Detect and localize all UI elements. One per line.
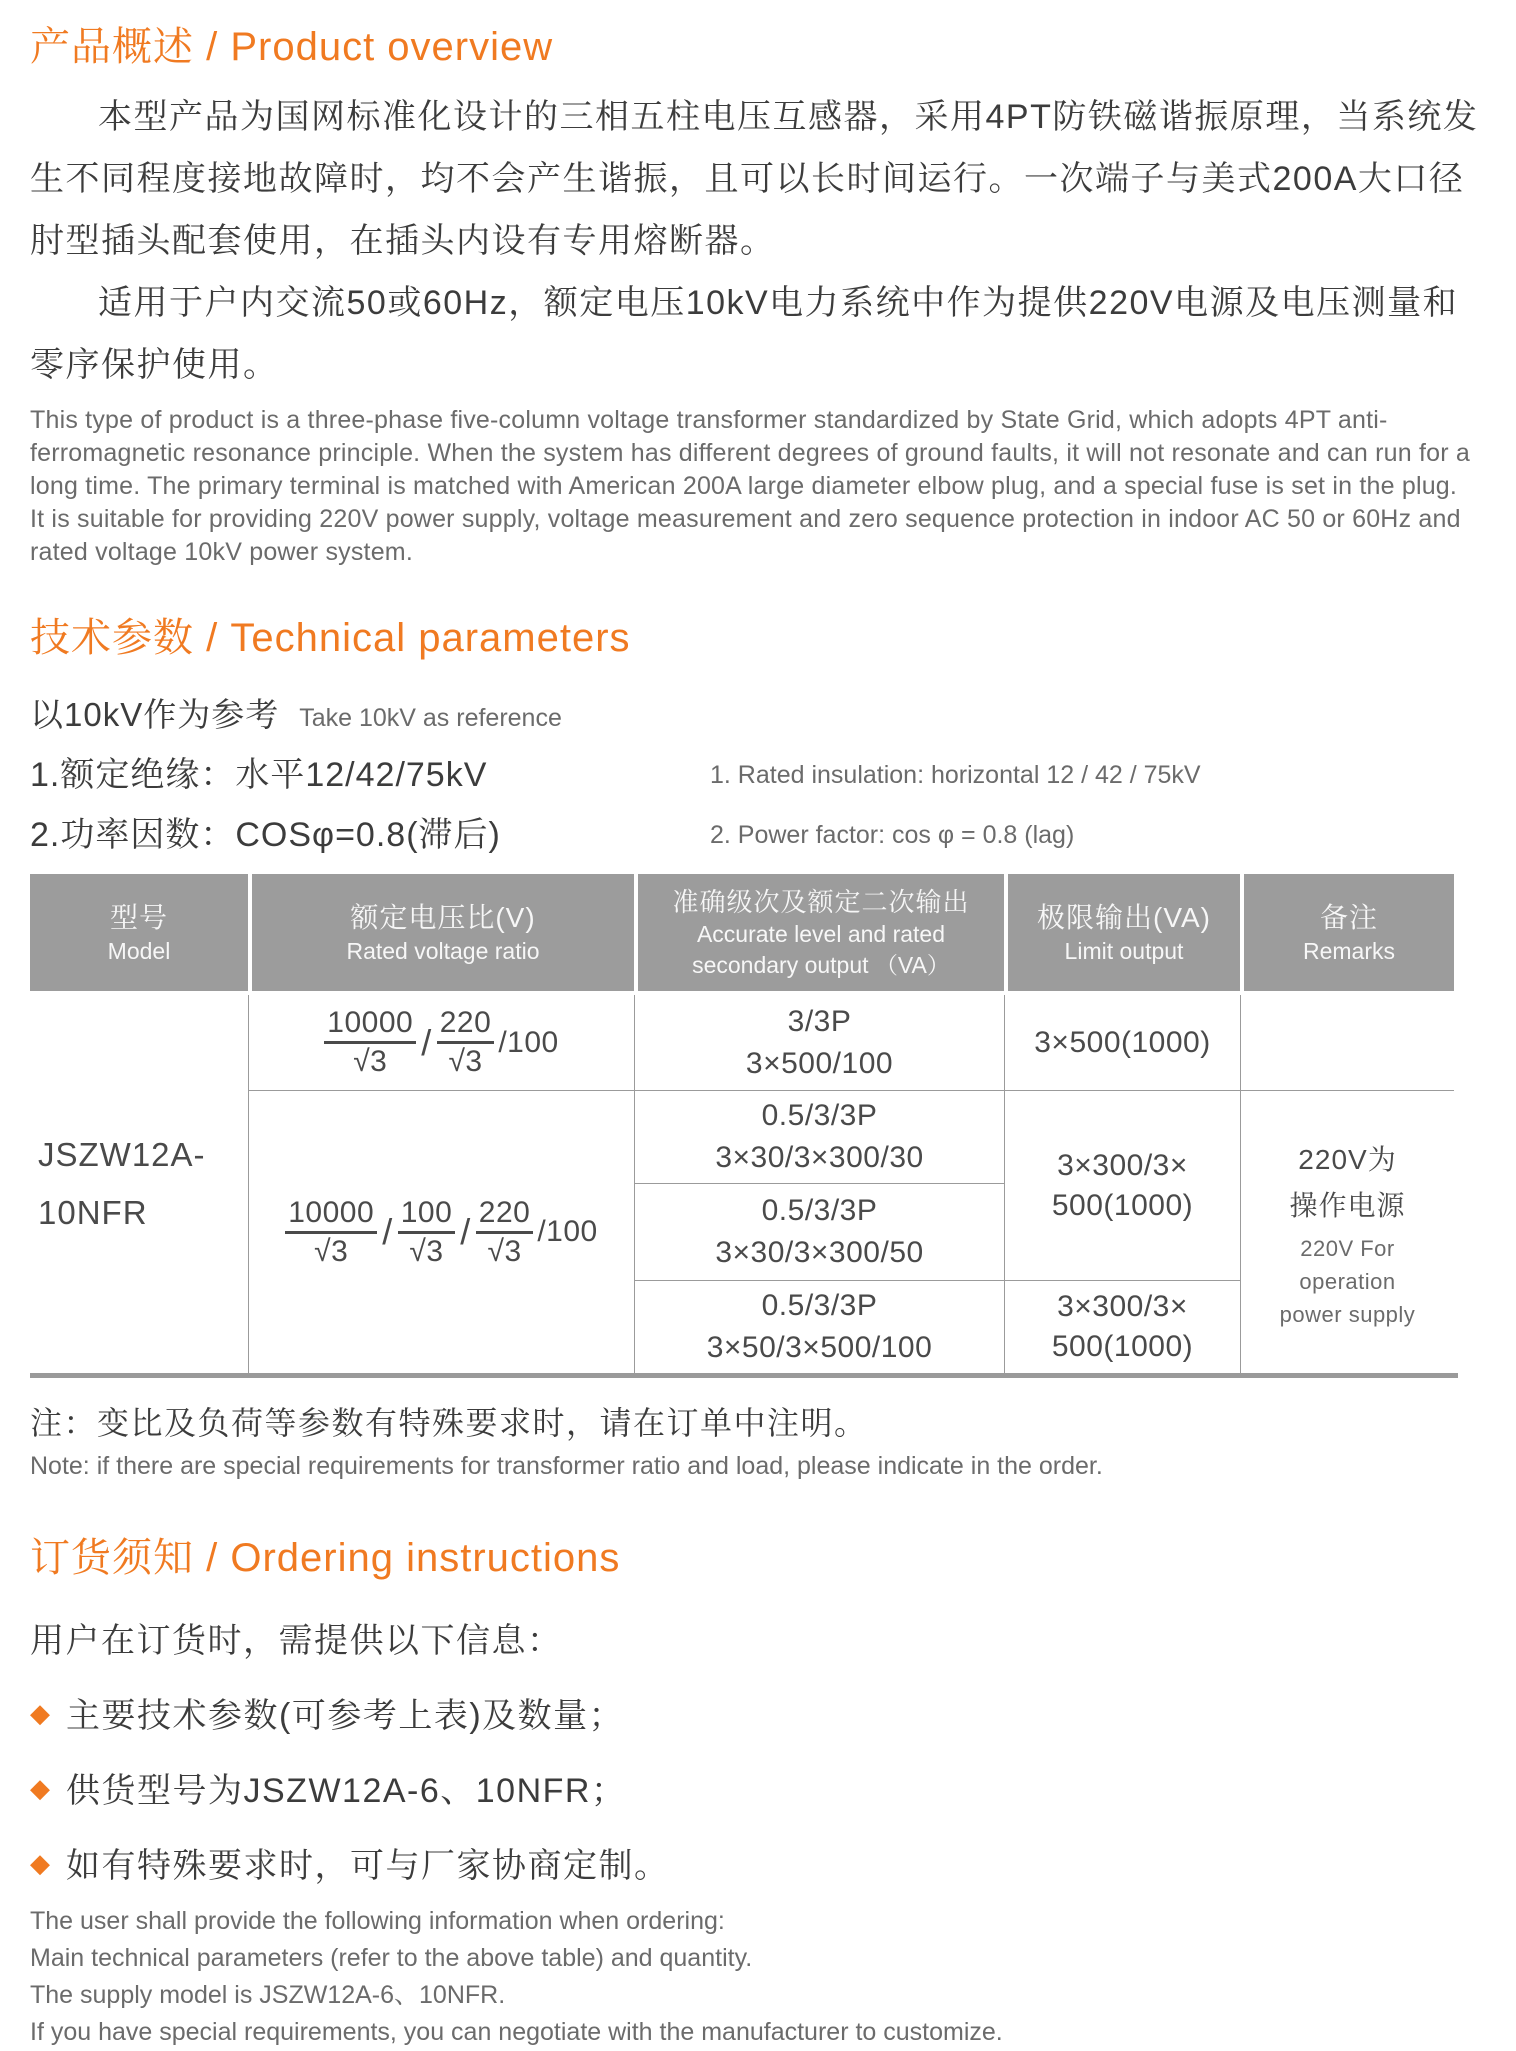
header-remarks-cn: 备注 bbox=[1319, 901, 1378, 933]
cell-limit-row4: 3×300/3× 500(1000) bbox=[1004, 1280, 1240, 1373]
ordering-bullet-3 bbox=[30, 1838, 1490, 1887]
ordering-en-line-1: The user shall provide the following information when ordering: bbox=[30, 1907, 725, 1935]
bullet-3-text: 如有特殊要求时，可与厂家协商定制。 bbox=[66, 1847, 670, 1885]
fraction: $\frac{220}{√3}$ bbox=[476, 1196, 534, 1269]
fraction: $\frac{220}{√3}$ bbox=[437, 1006, 495, 1079]
technical-subtitle bbox=[30, 689, 1490, 736]
overview-english-text bbox=[30, 404, 1490, 569]
fraction: $\frac{10000}{√3}$ bbox=[324, 1006, 416, 1079]
model-line-1: JSZW12A- bbox=[38, 1136, 206, 1173]
parameters-table bbox=[30, 874, 1458, 1378]
header-model bbox=[30, 874, 248, 991]
header-limit-en: Limit output bbox=[1064, 937, 1184, 964]
header-ratio-en: Rated voltage ratio bbox=[346, 937, 540, 964]
subtitle-en: Take 10kV as reference bbox=[299, 704, 562, 732]
ordering-english-text bbox=[30, 1903, 1490, 2051]
ordering-en-line-4: If you have special requirements, you can negotiate with the manufacturer to customize. bbox=[30, 2018, 1003, 2046]
table-header-row bbox=[30, 874, 1458, 991]
technical-heading: 技术参数 / Technical parameters bbox=[30, 616, 631, 660]
header-model-cn: 型号 bbox=[109, 901, 168, 933]
subtitle-cn: 以10kV作为参考 bbox=[30, 696, 280, 733]
fraction: $\frac{100}{√3}$ bbox=[398, 1196, 456, 1269]
overview-heading: 产品概述 / Product overview bbox=[30, 25, 554, 69]
ordering-intro: 用户在订货时，需提供以下信息： bbox=[30, 1622, 563, 1660]
overview-chinese-text bbox=[30, 86, 1490, 396]
cell-limit-rows2-3: 3×300/3× 500(1000) bbox=[1004, 1090, 1240, 1280]
header-remarks bbox=[1244, 874, 1454, 991]
header-model-en: Model bbox=[107, 937, 171, 964]
header-accuracy-en1: Accurate level and rated bbox=[696, 920, 946, 947]
tech-item-2-en: 2. Power factor: cos φ = 0.8 (lag) bbox=[710, 820, 1075, 849]
ordering-heading: 订货须知 / Ordering instructions bbox=[30, 1536, 621, 1580]
cell-ratio-row1: $\frac{10000}{√3}$ / $\frac{220}{√3}$ /100 bbox=[248, 995, 634, 1090]
model-line-2: 10NFR bbox=[38, 1194, 148, 1231]
ordering-bullet-1 bbox=[30, 1688, 1490, 1737]
cell-accuracy-row3: 0.5/3/3P 3×30/3×300/50 bbox=[634, 1183, 1004, 1280]
header-accuracy-cn: 准确级次及额定二次输出 bbox=[672, 886, 970, 917]
overview-cn-paragraph-2: 适用于户内交流50或60Hz，额定电压10kV电力系统中作为提供220V电源及电压测量和零序保护使用。 bbox=[30, 284, 1459, 384]
cell-accuracy-row4: 0.5/3/3P 3×50/3×500/100 bbox=[634, 1280, 1004, 1373]
bullet-1-text: 主要技术参数(可参考上表)及数量； bbox=[66, 1697, 625, 1735]
header-ratio bbox=[252, 874, 634, 991]
diamond-bullet-icon: ◆ bbox=[30, 1847, 50, 1878]
cell-accuracy-row2: 0.5/3/3P 3×30/3×300/30 bbox=[634, 1090, 1004, 1183]
ordering-en-line-2: Main technical parameters (refer to the above table) and quantity. bbox=[30, 1944, 753, 1972]
diamond-bullet-icon: ◆ bbox=[30, 1772, 50, 1803]
technical-items bbox=[30, 752, 1490, 858]
header-remarks-en: Remarks bbox=[1302, 937, 1395, 964]
bullet-2-text: 供货型号为JSZW12A-6、10NFR； bbox=[66, 1772, 627, 1810]
header-accuracy bbox=[638, 874, 1004, 991]
tech-item-1-en: 1. Rated insulation: horizontal 12 / 42 / 75kV bbox=[710, 760, 1201, 789]
ordering-en-line-3: The supply model is JSZW12A-6、10NFR. bbox=[30, 1981, 506, 2009]
cell-ratio-rows2-4: $\frac{10000}{√3}$ / $\frac{100}{√3}$ / $\frac{220}{√3}$ /100 bbox=[248, 1090, 634, 1373]
table-note-cn: 注：变比及负荷等参数有特殊要求时，请在订单中注明。 bbox=[30, 1405, 868, 1441]
overview-en-paragraph-1: This type of product is a three-phase five-column voltage transformer standardized by State Grid, which adopts 4PT anti-ferromagnetic resonance principle. When the system has different degrees of ground faults, it will not resonate and can run for a long time. The primary terminal is matched with American 200A large diameter elbow plug, and a special fuse is set in the plug. bbox=[30, 406, 1471, 500]
diamond-bullet-icon: ◆ bbox=[30, 1697, 50, 1728]
cell-remarks-rows2-4: 220V为 操作电源 220V For operation power supply bbox=[1240, 1090, 1454, 1373]
table-note-en: Note: if there are special requirements for transformer ratio and load, please indicate in the order. bbox=[30, 1452, 1103, 1480]
tech-item-1-cn: 1.额定绝缘：水平12/42/75kV bbox=[30, 756, 488, 794]
cell-limit-row1: 3×500(1000) bbox=[1004, 995, 1240, 1090]
header-limit-output bbox=[1008, 874, 1240, 991]
cell-remarks-row1 bbox=[1240, 995, 1454, 1090]
cell-accuracy-row1: 3/3P 3×500/100 bbox=[634, 995, 1004, 1090]
table-body bbox=[30, 995, 1458, 1378]
tech-item-2-cn: 2.功率因数：COSφ=0.8(滞后) bbox=[30, 816, 501, 854]
header-limit-cn: 极限输出(VA) bbox=[1037, 901, 1211, 933]
header-accuracy-en2: secondary output （VA） bbox=[692, 951, 950, 978]
fraction: $\frac{10000}{√3}$ bbox=[285, 1196, 377, 1269]
ordering-bullet-2 bbox=[30, 1763, 1490, 1812]
cell-model bbox=[30, 995, 248, 1373]
header-ratio-cn: 额定电压比(V) bbox=[350, 901, 536, 933]
overview-en-paragraph-2: It is suitable for providing 220V power supply, voltage measurement and zero sequence protection in indoor AC 50 or 60Hz and rated voltage 10kV power system. bbox=[30, 505, 1461, 566]
overview-cn-paragraph-1: 本型产品为国网标准化设计的三相五柱电压互感器，采用4PT防铁磁谐振原理，当系统发生不同程度接地故障时，均不会产生谐振，且可以长时间运行。一次端子与美式200A大口径肘型插头配套使用，在插头内设有专用熔断器。 bbox=[30, 98, 1479, 260]
